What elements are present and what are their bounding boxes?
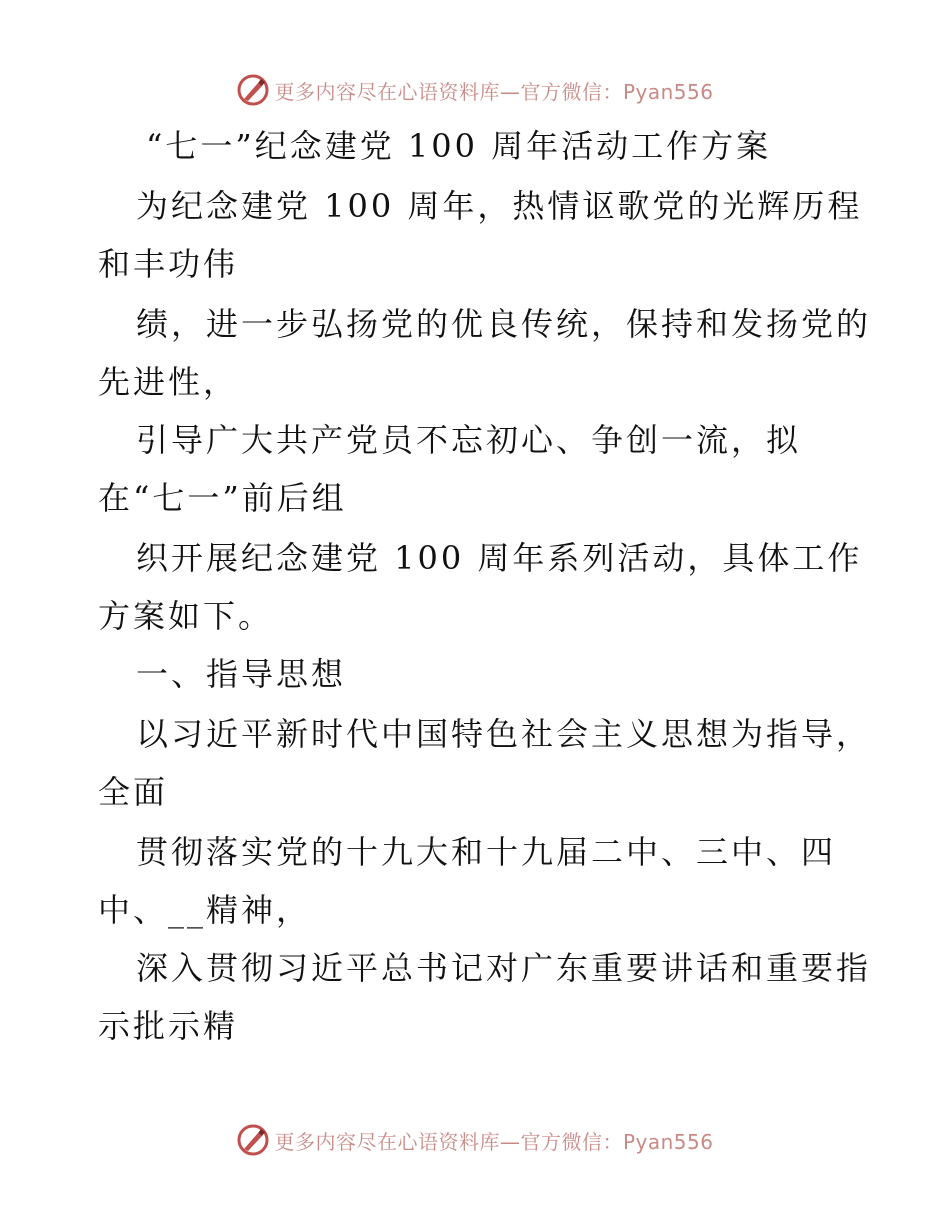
paragraph-line: 中、__精神，: [98, 891, 312, 929]
section-heading: 一、指导思想: [136, 655, 347, 693]
paragraph-line: 织开展纪念建党 100 周年系列活动，具体工作: [136, 539, 863, 577]
paragraph-line: 示批示精: [98, 1007, 239, 1045]
paragraph-line: 以习近平新时代中国特色社会主义思想为指导，: [136, 715, 872, 753]
paragraph-line: 贯彻落实党的十九大和十九届二中、三中、四: [136, 833, 837, 871]
paragraph-line: 在“七一”前后组: [98, 479, 347, 517]
red-pen-logo-icon: [236, 73, 270, 107]
paragraph-line: 先进性，: [98, 363, 239, 401]
document-title: “七一”纪念建党 100 周年活动工作方案: [146, 127, 772, 165]
footer-watermark: [0, 1122, 950, 1158]
paragraph-line: 和丰功伟: [98, 245, 239, 283]
header-watermark: [0, 72, 950, 108]
red-pen-logo-icon: [236, 1123, 270, 1157]
paragraph-line: 全面: [98, 773, 169, 811]
paragraph-line: 方案如下。: [98, 597, 274, 635]
paragraph-line: 引导广大共产党员不忘初心、争创一流，拟: [136, 421, 802, 459]
watermark-text: 更多内容尽在心语资料库—官方微信：Pyan556: [274, 79, 714, 104]
watermark-text: 更多内容尽在心语资料库—官方微信：Pyan556: [274, 1129, 714, 1154]
paragraph-line: 绩，进一步弘扬党的优良传统，保持和发扬党的: [136, 305, 872, 343]
paragraph-line: 为纪念建党 100 周年，热情讴歌党的光辉历程: [136, 187, 863, 225]
paragraph-line: 深入贯彻习近平总书记对广东重要讲话和重要指: [136, 949, 872, 987]
